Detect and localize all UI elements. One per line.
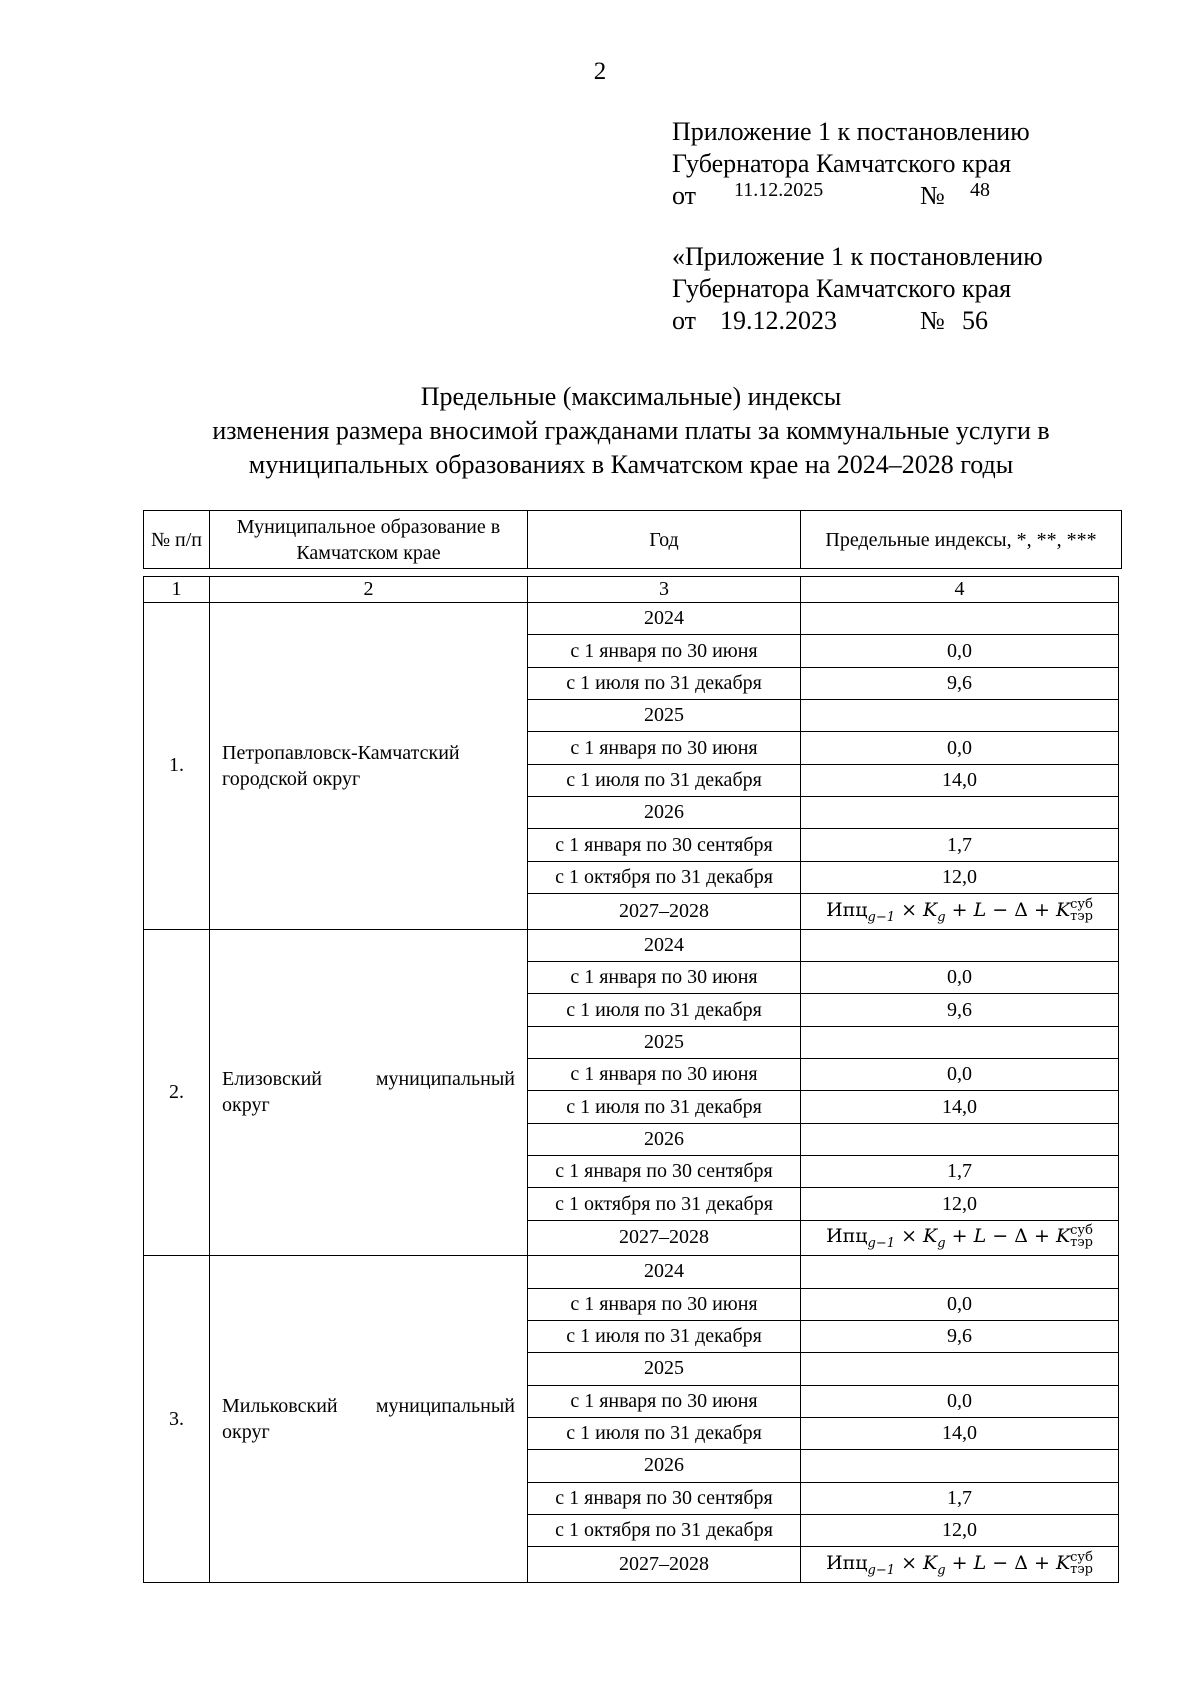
period-cell: с 1 января по 30 июня: [528, 1385, 801, 1417]
appendix-current: [672, 116, 1030, 212]
appendix-current-line2: Губернатора Камчатского края: [672, 149, 1012, 178]
period-cell: 2026: [528, 797, 801, 829]
period-cell: с 1 июля по 31 декабря: [528, 1091, 801, 1123]
from-label: от: [672, 306, 697, 335]
period-cell: 2024: [528, 929, 801, 961]
row-number: 1.: [144, 603, 210, 930]
period-cell: с 1 января по 30 сентября: [528, 829, 801, 861]
index-value: 9,6: [801, 1320, 1119, 1352]
index-value: 9,6: [801, 667, 1119, 699]
appendix-current-line1: Приложение 1 к постановлению: [672, 117, 1030, 146]
title-line3: муниципальных образованиях в Камчатском крае на 2024–2028 годы: [248, 450, 1014, 479]
column-number: 4: [801, 577, 1119, 603]
appendix-previous-line2: Губернатора Камчатского края: [672, 274, 1012, 303]
period-cell: с 1 июля по 31 декабря: [528, 1417, 801, 1449]
indices-table: [143, 576, 1119, 1583]
period-cell: с 1 января по 30 сентября: [528, 1156, 801, 1188]
index-value: 1,7: [801, 1156, 1119, 1188]
period-cell: 2027–2028: [528, 1547, 801, 1583]
table-row: [144, 929, 1119, 961]
index-value: [801, 929, 1119, 961]
header-year: Год: [528, 511, 801, 569]
period-cell: с 1 января по 30 июня: [528, 961, 801, 993]
number-label: №: [920, 181, 945, 210]
index-value: 0,0: [801, 1288, 1119, 1320]
period-cell: с 1 января по 30 июня: [528, 635, 801, 667]
period-cell: 2025: [528, 700, 801, 732]
index-formula: $Ипц_{g-1} \times K_g + L - \Delta + K$ суб тэр: [801, 1547, 1119, 1583]
municipality-name: Елизовский муниципальный округ: [210, 929, 528, 1256]
table-row: [144, 1256, 1119, 1288]
period-cell: 2027–2028: [528, 1220, 801, 1255]
index-value: 12,0: [801, 861, 1119, 893]
title-line2: изменения размера вносимой гражданами платы за коммунальные услуги в: [212, 416, 1050, 445]
appendix-previous-number: 56: [962, 306, 988, 335]
index-value: 9,6: [801, 994, 1119, 1026]
period-cell: с 1 июля по 31 декабря: [528, 1320, 801, 1352]
period-cell: 2027–2028: [528, 894, 801, 929]
period-cell: с 1 октября по 31 декабря: [528, 861, 801, 893]
appendix-current-date-line: [672, 180, 1030, 212]
header-num: № п/п: [144, 511, 210, 569]
column-number: 3: [528, 577, 801, 603]
index-value: [801, 1450, 1119, 1482]
period-cell: с 1 января по 30 июня: [528, 1288, 801, 1320]
index-value: [801, 1123, 1119, 1155]
table-row: [144, 603, 1119, 635]
period-cell: с 1 июля по 31 декабря: [528, 994, 801, 1026]
municipality-name: Мильковский муниципальный округ: [210, 1256, 528, 1583]
index-value: 0,0: [801, 635, 1119, 667]
column-number: 2: [210, 577, 528, 603]
index-value: 0,0: [801, 732, 1119, 764]
appendix-previous-date-line: [672, 305, 1043, 337]
period-cell: с 1 июля по 31 декабря: [528, 667, 801, 699]
index-value: [801, 1026, 1119, 1058]
table-header: [143, 510, 1122, 569]
municipality-name: Петропавловск-Камчатский городской округ: [210, 603, 528, 930]
period-cell: с 1 октября по 31 декабря: [528, 1188, 801, 1220]
index-value: [801, 1353, 1119, 1385]
index-value: 0,0: [801, 961, 1119, 993]
appendix-previous: [672, 241, 1043, 337]
appendix-previous-line1: «Приложение 1 к постановлению: [672, 242, 1043, 271]
index-value: 12,0: [801, 1514, 1119, 1546]
index-value: 0,0: [801, 1385, 1119, 1417]
period-cell: с 1 января по 30 сентября: [528, 1482, 801, 1514]
index-value: 14,0: [801, 1417, 1119, 1449]
column-number: 1: [144, 577, 210, 603]
page-number: 2: [593, 58, 607, 85]
period-cell: 2026: [528, 1450, 801, 1482]
period-cell: с 1 января по 30 июня: [528, 1059, 801, 1091]
period-cell: 2025: [528, 1353, 801, 1385]
header-index: Предельные индексы, *, **, ***: [801, 511, 1122, 569]
period-cell: 2025: [528, 1026, 801, 1058]
index-value: [801, 797, 1119, 829]
column-numbers-row: [144, 577, 1119, 603]
index-formula: $Ипц_{g-1} \times K_g + L - \Delta + K$ суб тэр: [801, 1220, 1119, 1255]
period-cell: 2026: [528, 1123, 801, 1155]
index-value: 14,0: [801, 1091, 1119, 1123]
index-value: 12,0: [801, 1188, 1119, 1220]
index-value: 0,0: [801, 1059, 1119, 1091]
index-value: [801, 700, 1119, 732]
index-value: [801, 603, 1119, 635]
index-value: 1,7: [801, 1482, 1119, 1514]
period-cell: с 1 июля по 31 декабря: [528, 764, 801, 796]
index-formula: $Ипц_{g-1} \times K_g + L - \Delta + K$ суб тэр: [801, 894, 1119, 929]
period-cell: 2024: [528, 1256, 801, 1288]
number-label: №: [920, 306, 945, 335]
header-municipality: Муниципальное образование в Камчатском крае: [210, 511, 528, 569]
period-cell: с 1 октября по 31 декабря: [528, 1514, 801, 1546]
index-value: 14,0: [801, 764, 1119, 796]
title-line1: Предельные (максимальные) индексы: [420, 382, 842, 411]
period-cell: с 1 января по 30 июня: [528, 732, 801, 764]
appendix-current-date: 11.12.2025: [734, 179, 824, 201]
appendix-previous-date: 19.12.2023: [720, 306, 837, 335]
appendix-current-number: 48: [970, 179, 990, 201]
row-number: 2.: [144, 929, 210, 1256]
document-title: [0, 380, 1200, 482]
index-value: 1,7: [801, 829, 1119, 861]
index-value: [801, 1256, 1119, 1288]
row-number: 3.: [144, 1256, 210, 1583]
period-cell: 2024: [528, 603, 801, 635]
from-label: от: [672, 181, 697, 210]
